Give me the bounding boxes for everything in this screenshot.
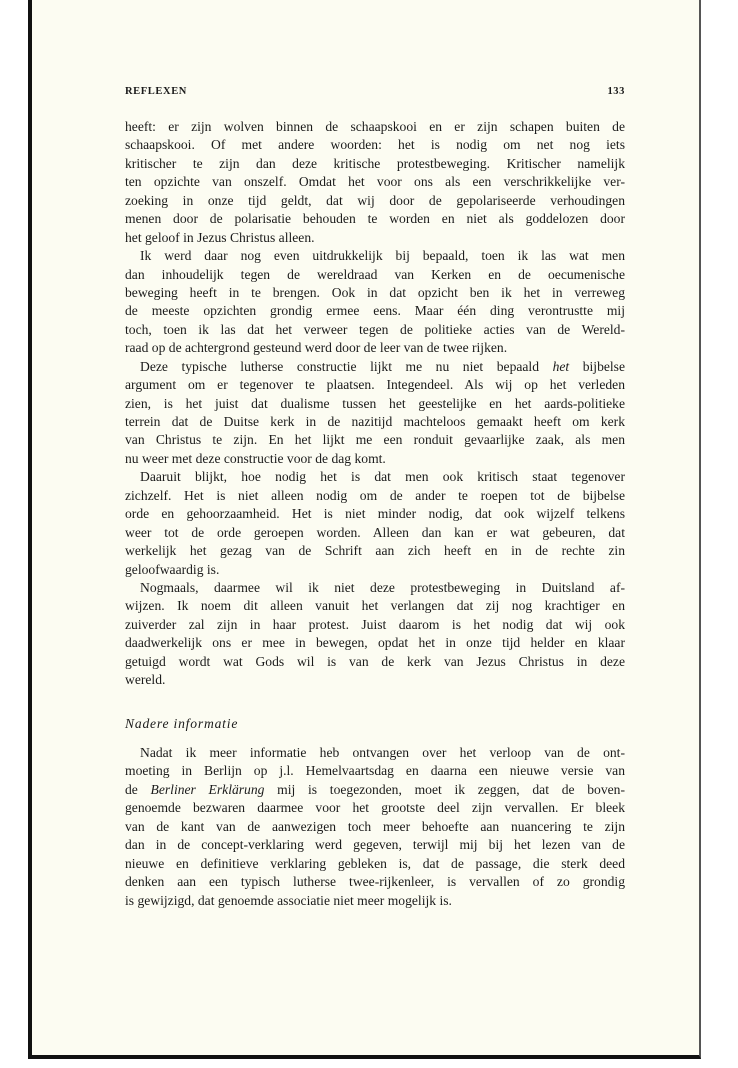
paragraph	[125, 118, 625, 247]
text-line	[125, 247, 625, 265]
text-run: beweging heeft in te brengen. Ook in dat opzicht ben ik het in verreweg	[125, 284, 625, 300]
body-text	[125, 118, 625, 690]
text-run: denken aan een typisch lutherse twee-rijkenleer, is vervallen of zo grondig	[125, 874, 625, 890]
text-line	[125, 339, 625, 357]
text-run: schaapskooi. Of met andere woorden: het is nodig om net nog iets	[125, 137, 625, 153]
text-line	[125, 542, 625, 560]
text-line	[125, 579, 625, 597]
text-run: wijzen. Ik noem dit alleen vanuit het verlangen dat zij nog krachtiger en	[125, 598, 625, 614]
text-line	[125, 818, 625, 836]
section-text	[125, 744, 625, 910]
text-line	[125, 155, 625, 173]
text-run: getuigd wordt wat Gods wil is van de kerk van Jezus Christus in deze	[125, 653, 625, 669]
text-line	[125, 836, 625, 854]
italic-text: het	[552, 358, 570, 374]
book-page	[28, 0, 701, 1059]
running-head	[125, 86, 625, 100]
text-run: orde en gehoorzaamheid. Het is niet minder nodig, dat ook wijzelf telkens	[125, 506, 625, 522]
text-line	[125, 561, 625, 579]
text-run: dan in de concept-verklaring werd gegeven, terwijl mij bij het lezen van de	[125, 837, 625, 853]
text-run: bijbelse	[569, 358, 625, 374]
paragraph	[125, 468, 625, 579]
text-run: kritischer te zijn dan deze kritische protestbeweging. Kritischer namelijk	[125, 155, 625, 171]
text-line	[125, 431, 625, 449]
section-heading: Nadere informatie	[125, 716, 239, 731]
paragraph	[125, 358, 625, 469]
text-line	[125, 136, 625, 154]
text-run: van de kant van de aanwezigen toch meer behoefte aan nuancering te zijn	[125, 818, 625, 834]
paragraph	[125, 744, 625, 910]
text-run: de	[125, 781, 151, 797]
text-line	[125, 468, 625, 486]
text-run: weer tot de orde geroepen worden. Alleen dan kan er wat gebeuren, dat	[125, 524, 625, 540]
text-run: zuiverder zal zijn in haar protest. Juist daarom is het nodig dat wij ook	[125, 616, 625, 632]
italic-text: Berliner Erklärung	[150, 781, 265, 797]
text-run: heeft: er zijn wolven binnen de schaapskooi en er zijn schapen buiten de	[125, 119, 625, 134]
text-line	[125, 781, 625, 799]
text-line	[125, 358, 625, 376]
text-line	[125, 671, 625, 689]
text-line	[125, 376, 625, 394]
running-title: REFLEXEN	[125, 86, 187, 97]
text-run: van Christus te zijn. En het lijkt me een ronduit gevaarlijke zaak, als men	[125, 432, 625, 448]
text-line	[125, 634, 625, 652]
text-run: argument om er tegenover te plaatsen. Integendeel. Als wij op het verleden	[125, 377, 625, 393]
text-line	[125, 192, 625, 210]
text-run: daadwerkelijk ons er mee in bewegen, opdat het in onze tijd helder en klaar	[125, 635, 625, 651]
text-run: terrein dat de Duitse kerk in de nazitijd machteloos gemaakt heeft om kerk	[125, 414, 625, 429]
text-line	[125, 799, 625, 817]
text-line	[125, 118, 625, 136]
text-run: geloofwaardig is.	[125, 561, 220, 577]
text-line	[125, 873, 625, 891]
text-run: Nogmaals, daarmee wil ik niet deze protestbeweging in Duitsland af-	[140, 579, 625, 595]
paragraph	[125, 247, 625, 358]
text-run: raad op de achtergrond gesteund werd door de leer van de twee rijken.	[125, 340, 508, 356]
text-run: zoeking in onze tijd geldt, dat wij door de gepolariseerde verhoudingen	[125, 192, 625, 208]
text-line	[125, 855, 625, 873]
paragraph	[125, 579, 625, 690]
page-number: 133	[607, 86, 625, 97]
text-run: zien, is het juist dat dualisme tussen het geestelijke en het aards-politieke	[125, 395, 625, 411]
text-run: wereld.	[125, 672, 166, 688]
text-line	[125, 762, 625, 780]
text-line	[125, 173, 625, 191]
text-line	[125, 229, 625, 247]
text-run: de meeste opzichten grondig ermee eens. Maar één ding verontrustte mij	[125, 303, 625, 319]
text-line	[125, 210, 625, 228]
text-line	[125, 653, 625, 671]
text-run: nieuwe en definitieve verklaring gebleken is, dat de passage, die sterk deed	[125, 855, 625, 871]
text-line	[125, 616, 625, 634]
text-run: menen door de polarisatie behouden te worden en niet als goddelozen door	[125, 211, 625, 227]
text-line	[125, 284, 625, 302]
text-run: Daaruit blijkt, hoe nodig het is dat men ook kritisch staat tegenover	[140, 469, 625, 485]
text-run: Nadat ik meer informatie heb ontvangen over het verloop van de ont-	[140, 745, 625, 760]
text-run: werkelijk het gezag van de Schrift aan zich heeft en in de rechte zin	[125, 543, 625, 559]
text-run: Ik werd daar nog even uitdrukkelijk bij bepaald, toen ik las wat men	[140, 248, 625, 264]
text-run: Deze typische lutherse constructie lijkt me nu niet bepaald	[140, 358, 553, 374]
text-line	[125, 524, 625, 542]
text-line	[125, 597, 625, 615]
text-line	[125, 321, 625, 339]
text-run: ten opzichte van onszelf. Omdat het voor ons als een verschrikkelijke ver-	[125, 174, 625, 190]
text-line	[125, 505, 625, 523]
text-run: zichzelf. Het is niet alleen nodig om de ander te roepen tot de bijbelse	[125, 487, 625, 503]
text-run: is gewijzigd, dat genoemde associatie niet meer mogelijk is.	[125, 892, 452, 908]
text-line	[125, 413, 625, 431]
text-line	[125, 892, 625, 910]
text-run: nu weer met deze constructie voor de dag komt.	[125, 450, 386, 466]
text-run: moeting in Berlijn op j.l. Hemelvaartsdag en daarna een nieuwe versie van	[125, 763, 625, 779]
text-line	[125, 266, 625, 284]
text-line	[125, 450, 625, 468]
text-run: genoemde bezwaren daarmee voor het grootste deel zijn vervallen. Er bleek	[125, 800, 625, 816]
text-line	[125, 487, 625, 505]
text-run: mij is toegezonden, moet ik zeggen, dat de boven-	[264, 781, 625, 797]
text-run: het geloof in Jezus Christus alleen.	[125, 229, 315, 245]
text-run: toch, toen ik las dat het verweer tegen de politieke acties van de Wereld-	[125, 321, 625, 337]
text-line	[125, 744, 625, 762]
text-line	[125, 302, 625, 320]
text-line	[125, 395, 625, 413]
text-run: dan inhoudelijk tegen de wereldraad van Kerken en de oecumenische	[125, 266, 625, 282]
